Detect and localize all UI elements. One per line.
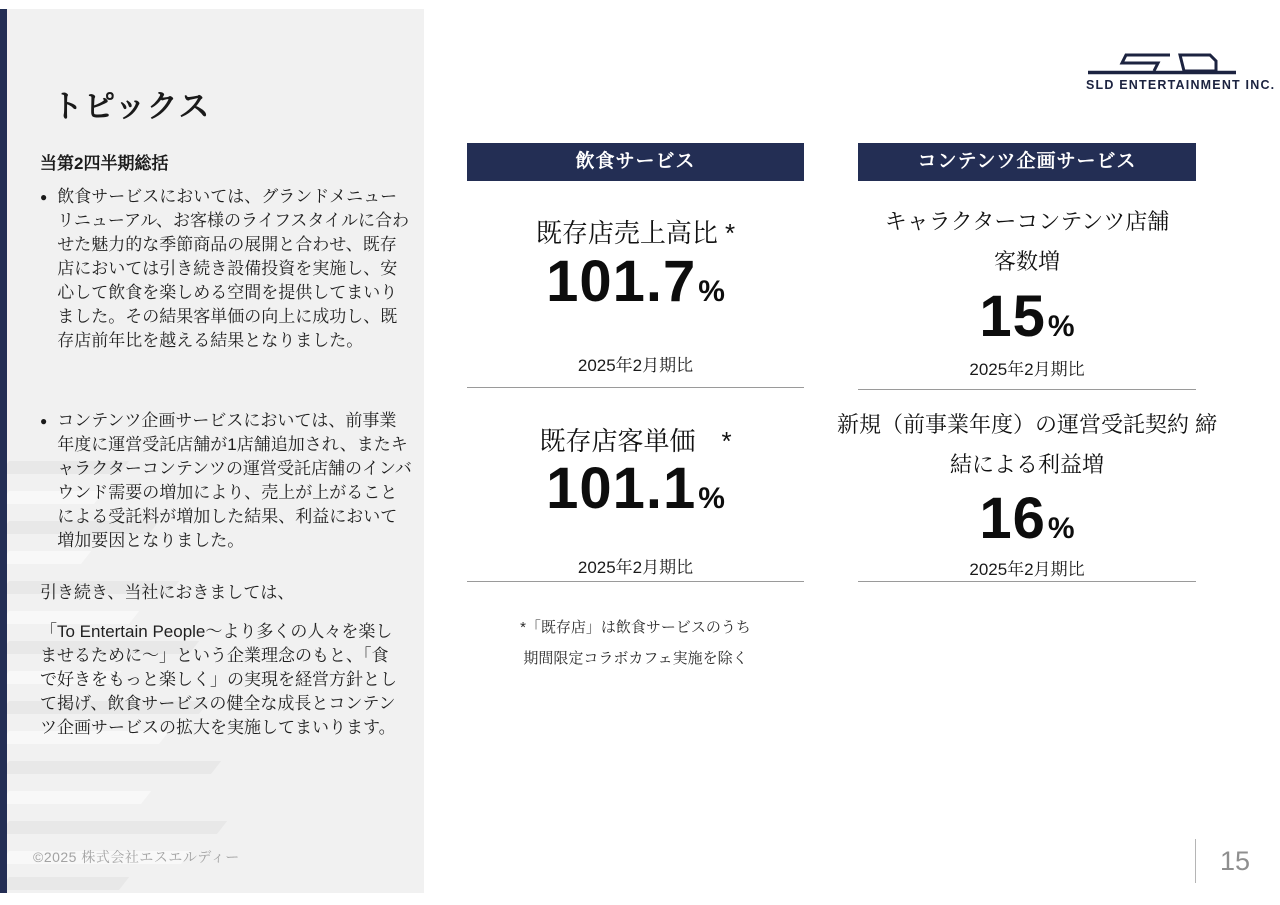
metric-label-same-store-sales: 既存店売上高比 * [535,218,736,248]
metric-value-customer-increase [858,283,1196,350]
metric-value-same-store-spend [467,455,804,522]
bullet-text: 飲食サービスにおいては、グランドメニューリニューアル、お客様のライフスタイルに合わせた魅力的な季節商品の展開と合わせ、既存店においては引き続き設備投資を実施し、安心して飲食を楽しめる空間を提供してまいりました。その結果客単価の向上に成功し、既存店前年比を越える結果となりました。 [57,187,409,350]
metric-label-new-contract-line2: 結による利益増 [949,452,1104,477]
column-content-planning-service [836,143,1218,643]
bullet-item [40,185,412,353]
closing-intro-text: 引き続き、当社におきましては、 [40,583,295,602]
metric-caption: 2025年2月期比 [969,360,1085,379]
decorative-stripe [7,877,129,890]
section-subtitle: 当第2四半期総括 [40,154,169,173]
column-header-content-planning: コンテンツ企画サービス [858,143,1196,181]
bullet-item [40,409,412,553]
bullet-text: コンテンツ企画サービスにおいては、前事業年度に運営受託店舗が1店舗追加され、またキャラクターコンテンツの運営受託店舗のインバウンド需要の増加により、売上が上がることによる受託料が増加した結果、利益において増加要因となりました。 [57,411,412,550]
page-number-area [1195,839,1250,883]
metric-value-same-store-sales [467,248,804,315]
footnote-line-2: 期間限定コラボカフェ実施を除く [523,650,748,667]
bullet-icon: ● [40,414,48,428]
metric-number: 101.1 [546,456,697,521]
percent-sign: % [698,482,725,515]
divider-line [858,581,1196,582]
percent-sign: % [1047,512,1075,545]
bullet-icon: ● [40,190,48,204]
metric-caption: 2025年2月期比 [969,560,1085,579]
page-title: トピックス [52,89,211,124]
decorative-stripe [7,761,221,774]
metric-label-character-stores-line1: キャラクターコンテンツ店舗 [884,209,1170,234]
metric-label-new-contract-line1: 新規（前事業年度）の運営受託契約 締 [836,412,1218,437]
page-number: 15 [1219,845,1250,876]
left-accent-bar [0,9,7,893]
decorative-stripe [7,791,151,804]
copyright-text: ©2025 株式会社エスエルディー [33,849,240,865]
closing-body-text: 「To Entertain People～より多くの人々を楽しませるために～」という企業理念のもと、「食で好きをもっと楽しく」の実現を経営方針として掲げ、飲食サービスの健全な成長とコンテンツ企画サービスの拡大を実施してまいります。 [40,622,397,737]
metric-value-profit-increase [858,485,1196,552]
decorative-stripe [7,821,227,834]
metric-number: 16 [979,486,1046,551]
sidebar-panel [7,9,424,893]
sld-logo-icon [1086,50,1238,77]
metric-label-character-stores-line2: 客数増 [993,249,1060,274]
company-name: SLD ENTERTAINMENT INC. [1086,78,1276,92]
metric-caption: 2025年2月期比 [577,558,694,577]
metric-label-same-store-spend: 既存店客単価 * [539,426,732,456]
metric-number: 15 [979,284,1046,349]
divider-line [467,387,804,388]
divider-line [858,389,1196,390]
column-header-food-service: 飲食サービス [467,143,804,181]
metric-caption: 2025年2月期比 [577,356,694,375]
divider-line [467,581,804,582]
footnote-line-1: *「既存店」は飲食サービスのうち [520,619,751,636]
footnote [467,612,804,674]
percent-sign: % [698,275,725,308]
metric-number: 101.7 [546,249,697,314]
company-logo [1086,50,1276,92]
column-food-service [467,143,804,643]
percent-sign: % [1047,310,1075,343]
page-number-rule [1195,839,1196,883]
